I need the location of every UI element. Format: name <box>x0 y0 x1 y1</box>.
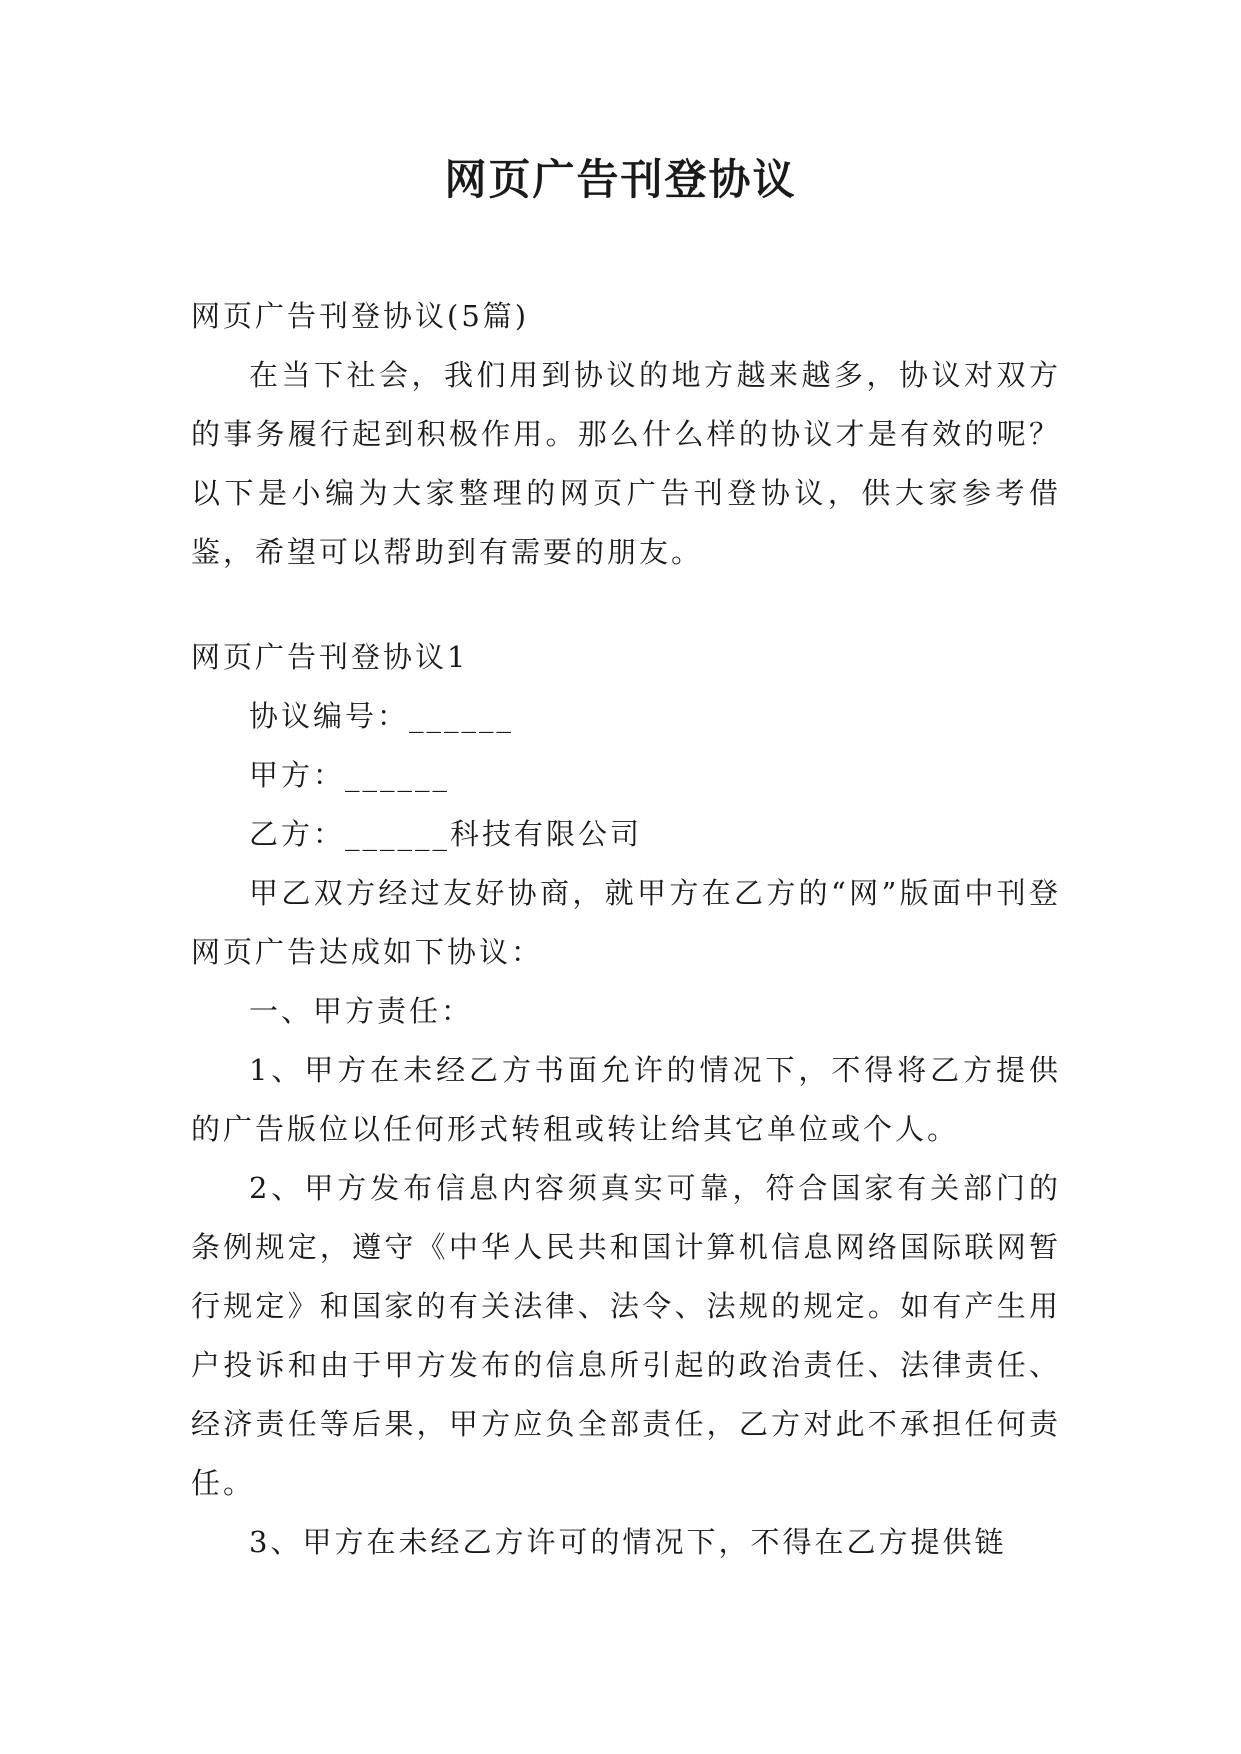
intro-paragraph: 在当下社会，我们用到协议的地方越来越多，协议对双方的事务履行起到积极作用。那么什么样的协议才是有效的呢？以下是小编为大家整理的网页广告刊登协议，供大家参考借鉴，希望可以帮助到有需要的朋友。 <box>191 358 1061 569</box>
document-subtitle: 网页广告刊登协议(5篇) <box>191 299 530 333</box>
party-a-field: 甲方：______ <box>249 758 451 792</box>
clause-1: 1、甲方在未经乙方书面允许的情况下，不得将乙方提供的广告版位以任何形式转租或转让给其它单位或个人。 <box>191 1053 1061 1146</box>
section-spacer <box>191 582 1061 628</box>
document-title: 网页广告刊登协议 <box>444 155 797 204</box>
party-b-field: 乙方：______科技有限公司 <box>249 817 643 851</box>
section-heading: 网页广告刊登协议1 <box>191 640 469 674</box>
document-body <box>191 287 1061 1572</box>
agreement-number-field: 协议编号：______ <box>249 699 515 733</box>
clause-heading: 一、甲方责任： <box>249 994 474 1028</box>
clause-3: 3、甲方在未经乙方许可的情况下，不得在乙方提供链 <box>249 1525 1007 1559</box>
clause-2: 2、甲方发布信息内容须真实可靠，符合国家有关部门的条例规定，遵守《中华人民共和国计算机信息网络国际联网暂行规定》和国家的有关法律、法令、法规的规定。如有产生用户投诉和由于甲方发布的信息所引起的政治责任、法律责任、经济责任等后果，甲方应负全部责任，乙方对此不承担任何责任。 <box>191 1171 1061 1500</box>
preamble-paragraph: 甲乙双方经过友好协商，就甲方在乙方的“网”版面中刊登网页广告达成如下协议： <box>191 876 1061 969</box>
